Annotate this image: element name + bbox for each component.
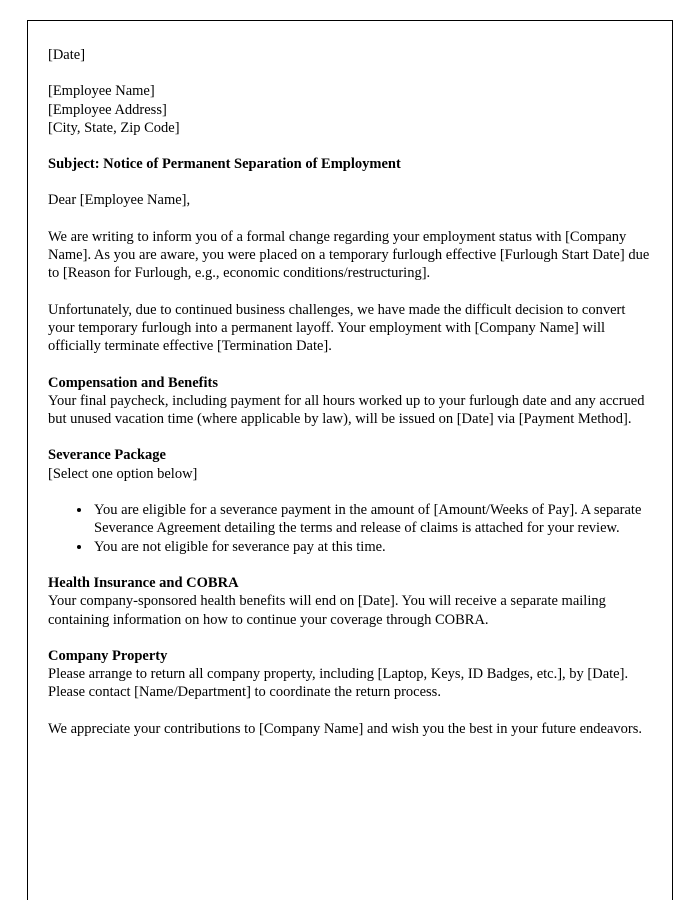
section-compensation [48, 374, 650, 429]
severance-option-eligible: • You are eligible for a severance payment in the amount of [Amount/Weeks of Pay]. A separate Severance Agreement detailing the terms and release of claims is attached for your review. [92, 501, 650, 538]
section-property [48, 647, 650, 702]
subject-line: Subject: Notice of Permanent Separation of Employment [48, 156, 401, 173]
health-body: Your company-sponsored health benefits will end on [Date]. You will receive a separate mailing containing information on how to continue your coverage through COBRA. [48, 593, 606, 628]
decision-paragraph: Unfortunately, due to continued business challenges, we have made the difficult decision to convert your temporary furlough into a permanent layoff. Your employment with [Company Name] will officially terminate effective [Termination Date]. [48, 301, 626, 355]
recipient-city-line: [City, State, Zip Code] [48, 119, 180, 136]
compensation-heading: Compensation and Benefits [48, 374, 218, 391]
section-severance [48, 446, 650, 555]
recipient-address-block [48, 82, 650, 137]
severance-heading: Severance Package [48, 447, 166, 464]
section-health [48, 574, 650, 629]
intro-paragraph: We are writing to inform you of a formal change regarding your employment status with [Company Name]. As you are aware, you were placed on a temporary furlough effective [Furlough Start Date] due to [Reason for Furlough, e.g., economic conditions/restructuring]. [48, 228, 650, 282]
severance-note: [Select one option below] [48, 465, 198, 482]
recipient-address-line: [Employee Address] [48, 101, 167, 118]
severance-option-not-eligible: • You are not eligible for severance pay at this time. [92, 538, 650, 556]
recipient-name-line: [Employee Name] [48, 83, 155, 100]
salutation-line: Dear [Employee Name], [48, 192, 191, 209]
health-heading: Health Insurance and COBRA [48, 574, 239, 591]
date-line: [Date] [48, 47, 86, 63]
letter-page [27, 20, 673, 900]
property-heading: Company Property [48, 647, 168, 664]
property-body: Please arrange to return all company property, including [Laptop, Keys, ID Badges, etc.], by [Date]. Please contact [Name/Department] to coordinate the return process. [48, 666, 629, 701]
closing-paragraph: We appreciate your contributions to [Company Name] and wish you the best in your future endeavors. [48, 720, 642, 737]
compensation-body: Your final paycheck, including payment for all hours worked up to your furlough date and any accrued but unused vacation time (where applicable by law), will be issued on [Date] via [Payment Method]. [48, 392, 645, 428]
severance-options-list [48, 501, 650, 556]
